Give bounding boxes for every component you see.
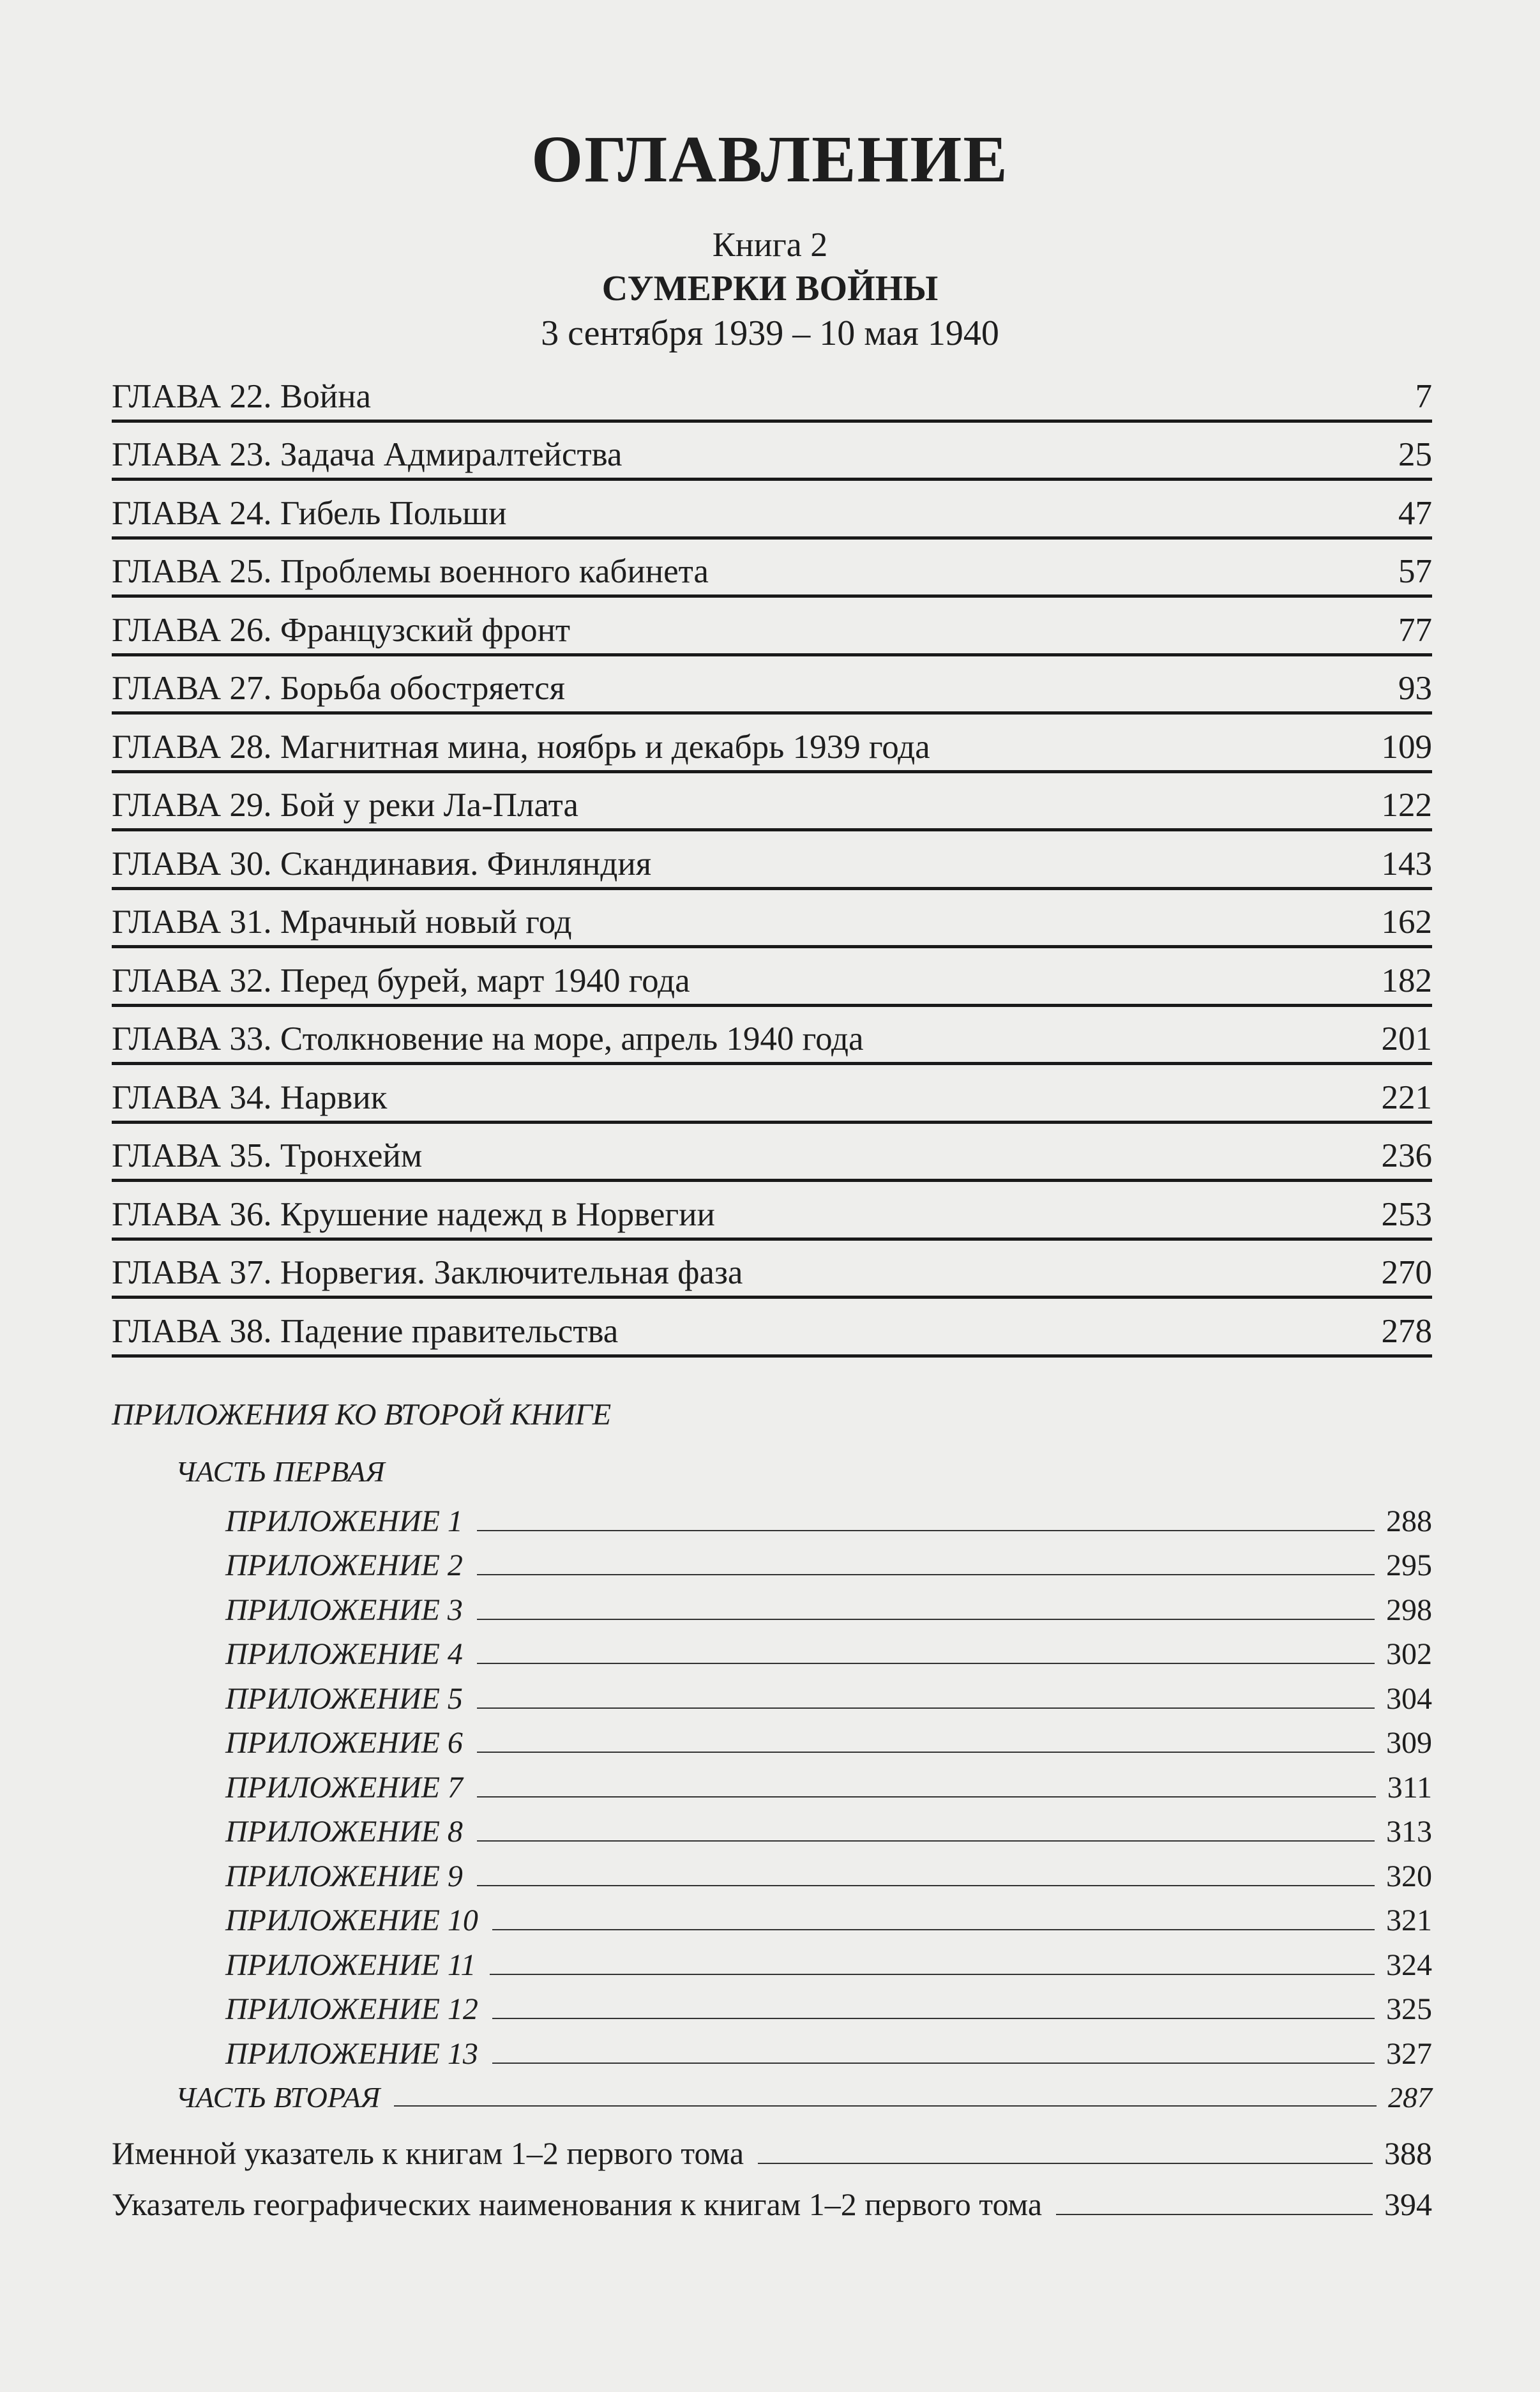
appendix-row[interactable] — [225, 1938, 1432, 1983]
appendix-page: 288 — [1386, 1504, 1432, 1538]
chapter-label: ГЛАВА 27. Борьба обостряется — [112, 670, 565, 707]
chapter-row[interactable] — [112, 423, 1432, 481]
chapter-page: 143 — [1381, 845, 1432, 882]
dot-leader — [492, 2018, 1375, 2019]
appendix-page: 295 — [1386, 1548, 1432, 1582]
dot-leader — [477, 1885, 1375, 1886]
appendix-page: 311 — [1387, 1770, 1432, 1805]
appendix-label: ПРИЛОЖЕНИЕ 7 — [225, 1770, 463, 1805]
book-title: СУМЕРКИ ВОЙНЫ — [601, 269, 939, 308]
chapter-page: 278 — [1381, 1312, 1432, 1350]
chapter-page: 93 — [1398, 670, 1432, 707]
index-page: 394 — [1384, 2186, 1432, 2222]
book-dates: 3 сентября 1939 – 10 мая 1940 — [541, 314, 999, 353]
chapter-page: 162 — [1381, 904, 1432, 941]
appendix-label: ПРИЛОЖЕНИЕ 13 — [225, 2036, 478, 2071]
chapter-row[interactable] — [112, 1124, 1432, 1183]
appendix-page: 313 — [1386, 1815, 1432, 1849]
part-one-heading: ЧАСТЬ ПЕРВАЯ — [176, 1455, 385, 1488]
dot-leader — [477, 1796, 1376, 1798]
index-page: 388 — [1384, 2135, 1432, 2171]
name-index-row[interactable] — [112, 2135, 1432, 2172]
index-label: Указатель географических наименования к книгам 1–2 первого тома — [112, 2186, 1043, 2222]
chapter-page: 25 — [1398, 436, 1432, 473]
dot-leader — [490, 1974, 1375, 1975]
appendices-heading: ПРИЛОЖЕНИЯ КО ВТОРОЙ КНИГЕ — [112, 1398, 612, 1432]
appendix-label: ПРИЛОЖЕНИЕ 3 — [225, 1593, 463, 1627]
dot-leader — [477, 1663, 1375, 1664]
chapter-label: ГЛАВА 33. Столкновение на море, апрель 1940 года — [112, 1020, 864, 1057]
appendix-label: ПРИЛОЖЕНИЕ 5 — [225, 1681, 463, 1716]
chapter-label: ГЛАВА 38. Падение правительства — [112, 1312, 619, 1350]
appendix-row[interactable] — [225, 1760, 1432, 1805]
chapter-label: ГЛАВА 25. Проблемы военного кабинета — [112, 553, 709, 590]
appendix-page: 309 — [1386, 1726, 1432, 1760]
appendix-row[interactable] — [225, 1539, 1432, 1584]
chapter-label: ГЛАВА 36. Крушение надежд в Норвегии — [112, 1195, 715, 1233]
chapter-row[interactable] — [112, 948, 1432, 1007]
book-number: Книга 2 — [712, 225, 828, 264]
appendix-label: ПРИЛОЖЕНИЕ 9 — [225, 1859, 463, 1893]
chapter-page: 221 — [1381, 1079, 1432, 1116]
appendix-page: 324 — [1386, 1948, 1432, 1982]
chapter-label: ГЛАВА 24. Гибель Польши — [112, 494, 507, 532]
chapter-page: 77 — [1398, 611, 1432, 649]
dot-leader — [477, 1752, 1375, 1753]
chapter-page: 7 — [1415, 377, 1432, 415]
chapter-row[interactable] — [112, 715, 1432, 773]
chapter-label: ГЛАВА 32. Перед бурей, март 1940 года — [112, 962, 690, 999]
index-label: Именной указатель к книгам 1–2 первого тома — [112, 2135, 744, 2171]
chapter-row[interactable] — [112, 1241, 1432, 1299]
appendix-row[interactable] — [225, 1583, 1432, 1628]
appendix-row[interactable] — [225, 1716, 1432, 1761]
dot-leader — [477, 1707, 1375, 1709]
appendix-page: 298 — [1386, 1593, 1432, 1627]
appendix-label: ПРИЛОЖЕНИЕ 12 — [225, 1992, 478, 2026]
chapter-row[interactable] — [112, 1299, 1432, 1358]
dot-leader — [492, 1929, 1375, 1930]
page-title: ОГЛАВЛЕНИЕ — [531, 123, 1009, 196]
chapter-label: ГЛАВА 34. Нарвик — [112, 1079, 388, 1116]
chapter-row[interactable] — [112, 656, 1432, 715]
appendix-label: ПРИЛОЖЕНИЕ 11 — [225, 1948, 476, 1982]
chapter-row[interactable] — [112, 598, 1432, 656]
chapter-label: ГЛАВА 22. Война — [112, 377, 372, 415]
chapter-row[interactable] — [112, 890, 1432, 949]
appendix-row[interactable] — [225, 1805, 1432, 1850]
dot-leader — [477, 1574, 1375, 1575]
appendix-label: ПРИЛОЖЕНИЕ 10 — [225, 1904, 478, 1937]
appendix-page: 321 — [1386, 1904, 1432, 1937]
appendix-list — [225, 1494, 1432, 2071]
chapter-label: ГЛАВА 28. Магнитная мина, ноябрь и декабрь 1939 года — [112, 728, 930, 766]
appendix-page: 302 — [1386, 1637, 1432, 1671]
appendix-page: 304 — [1386, 1681, 1432, 1716]
appendix-row[interactable] — [225, 1494, 1432, 1539]
chapter-label: ГЛАВА 26. Французский фронт — [112, 611, 571, 649]
chapter-page: 182 — [1381, 962, 1432, 999]
part-two-page: 287 — [1388, 2081, 1432, 2114]
chapter-page: 236 — [1381, 1137, 1432, 1174]
chapter-row[interactable] — [112, 773, 1432, 832]
appendix-row[interactable] — [225, 1894, 1432, 1939]
dot-leader — [1056, 2214, 1373, 2215]
chapter-row[interactable] — [112, 1065, 1432, 1124]
chapter-label: ГЛАВА 30. Скандинавия. Финляндия — [112, 845, 652, 882]
dot-leader — [477, 1840, 1375, 1842]
appendix-label: ПРИЛОЖЕНИЕ 4 — [225, 1637, 463, 1671]
chapter-label: ГЛАВА 31. Мрачный новый год — [112, 904, 572, 941]
chapter-row[interactable] — [112, 1182, 1432, 1241]
appendix-page: 325 — [1386, 1992, 1432, 2026]
appendix-row[interactable] — [225, 1628, 1432, 1672]
chapter-page: 109 — [1381, 728, 1432, 766]
chapter-page: 47 — [1398, 494, 1432, 532]
chapter-page: 122 — [1381, 787, 1432, 824]
appendix-page: 320 — [1386, 1859, 1432, 1893]
dot-leader — [394, 2105, 1377, 2107]
appendix-row[interactable] — [225, 1849, 1432, 1894]
geo-index-row[interactable] — [112, 2186, 1432, 2223]
appendix-page: 327 — [1386, 2036, 1432, 2071]
appendix-label: ПРИЛОЖЕНИЕ 2 — [225, 1548, 463, 1582]
dot-leader — [477, 1619, 1375, 1620]
appendix-label: ПРИЛОЖЕНИЕ 8 — [225, 1815, 463, 1849]
part-two-row[interactable] — [176, 2080, 1432, 2114]
chapter-row[interactable] — [112, 540, 1432, 598]
chapter-page: 57 — [1398, 553, 1432, 590]
dot-leader — [492, 2063, 1375, 2064]
chapter-row[interactable] — [112, 481, 1432, 540]
chapter-row[interactable] — [112, 831, 1432, 890]
part-two-heading: ЧАСТЬ ВТОРАЯ — [176, 2081, 381, 2114]
chapter-label: ГЛАВА 35. Тронхейм — [112, 1137, 423, 1174]
chapter-label: ГЛАВА 23. Задача Адмиралтейства — [112, 436, 623, 473]
appendix-row[interactable] — [225, 1672, 1432, 1716]
chapter-page: 201 — [1381, 1020, 1432, 1057]
chapter-list — [112, 364, 1432, 1358]
dot-leader — [758, 2163, 1373, 2164]
chapter-label: ГЛАВА 37. Норвегия. Заключительная фаза — [112, 1254, 743, 1291]
dot-leader — [477, 1530, 1375, 1531]
appendix-label: ПРИЛОЖЕНИЕ 6 — [225, 1726, 463, 1760]
chapter-page: 270 — [1381, 1254, 1432, 1291]
appendix-label: ПРИЛОЖЕНИЕ 1 — [225, 1504, 463, 1538]
chapter-label: ГЛАВА 29. Бой у реки Ла-Плата — [112, 787, 578, 824]
appendix-row[interactable] — [225, 2027, 1432, 2071]
appendix-row[interactable] — [225, 1983, 1432, 2027]
chapter-page: 253 — [1381, 1195, 1432, 1233]
chapter-row[interactable] — [112, 1007, 1432, 1066]
chapter-row[interactable] — [112, 364, 1432, 423]
